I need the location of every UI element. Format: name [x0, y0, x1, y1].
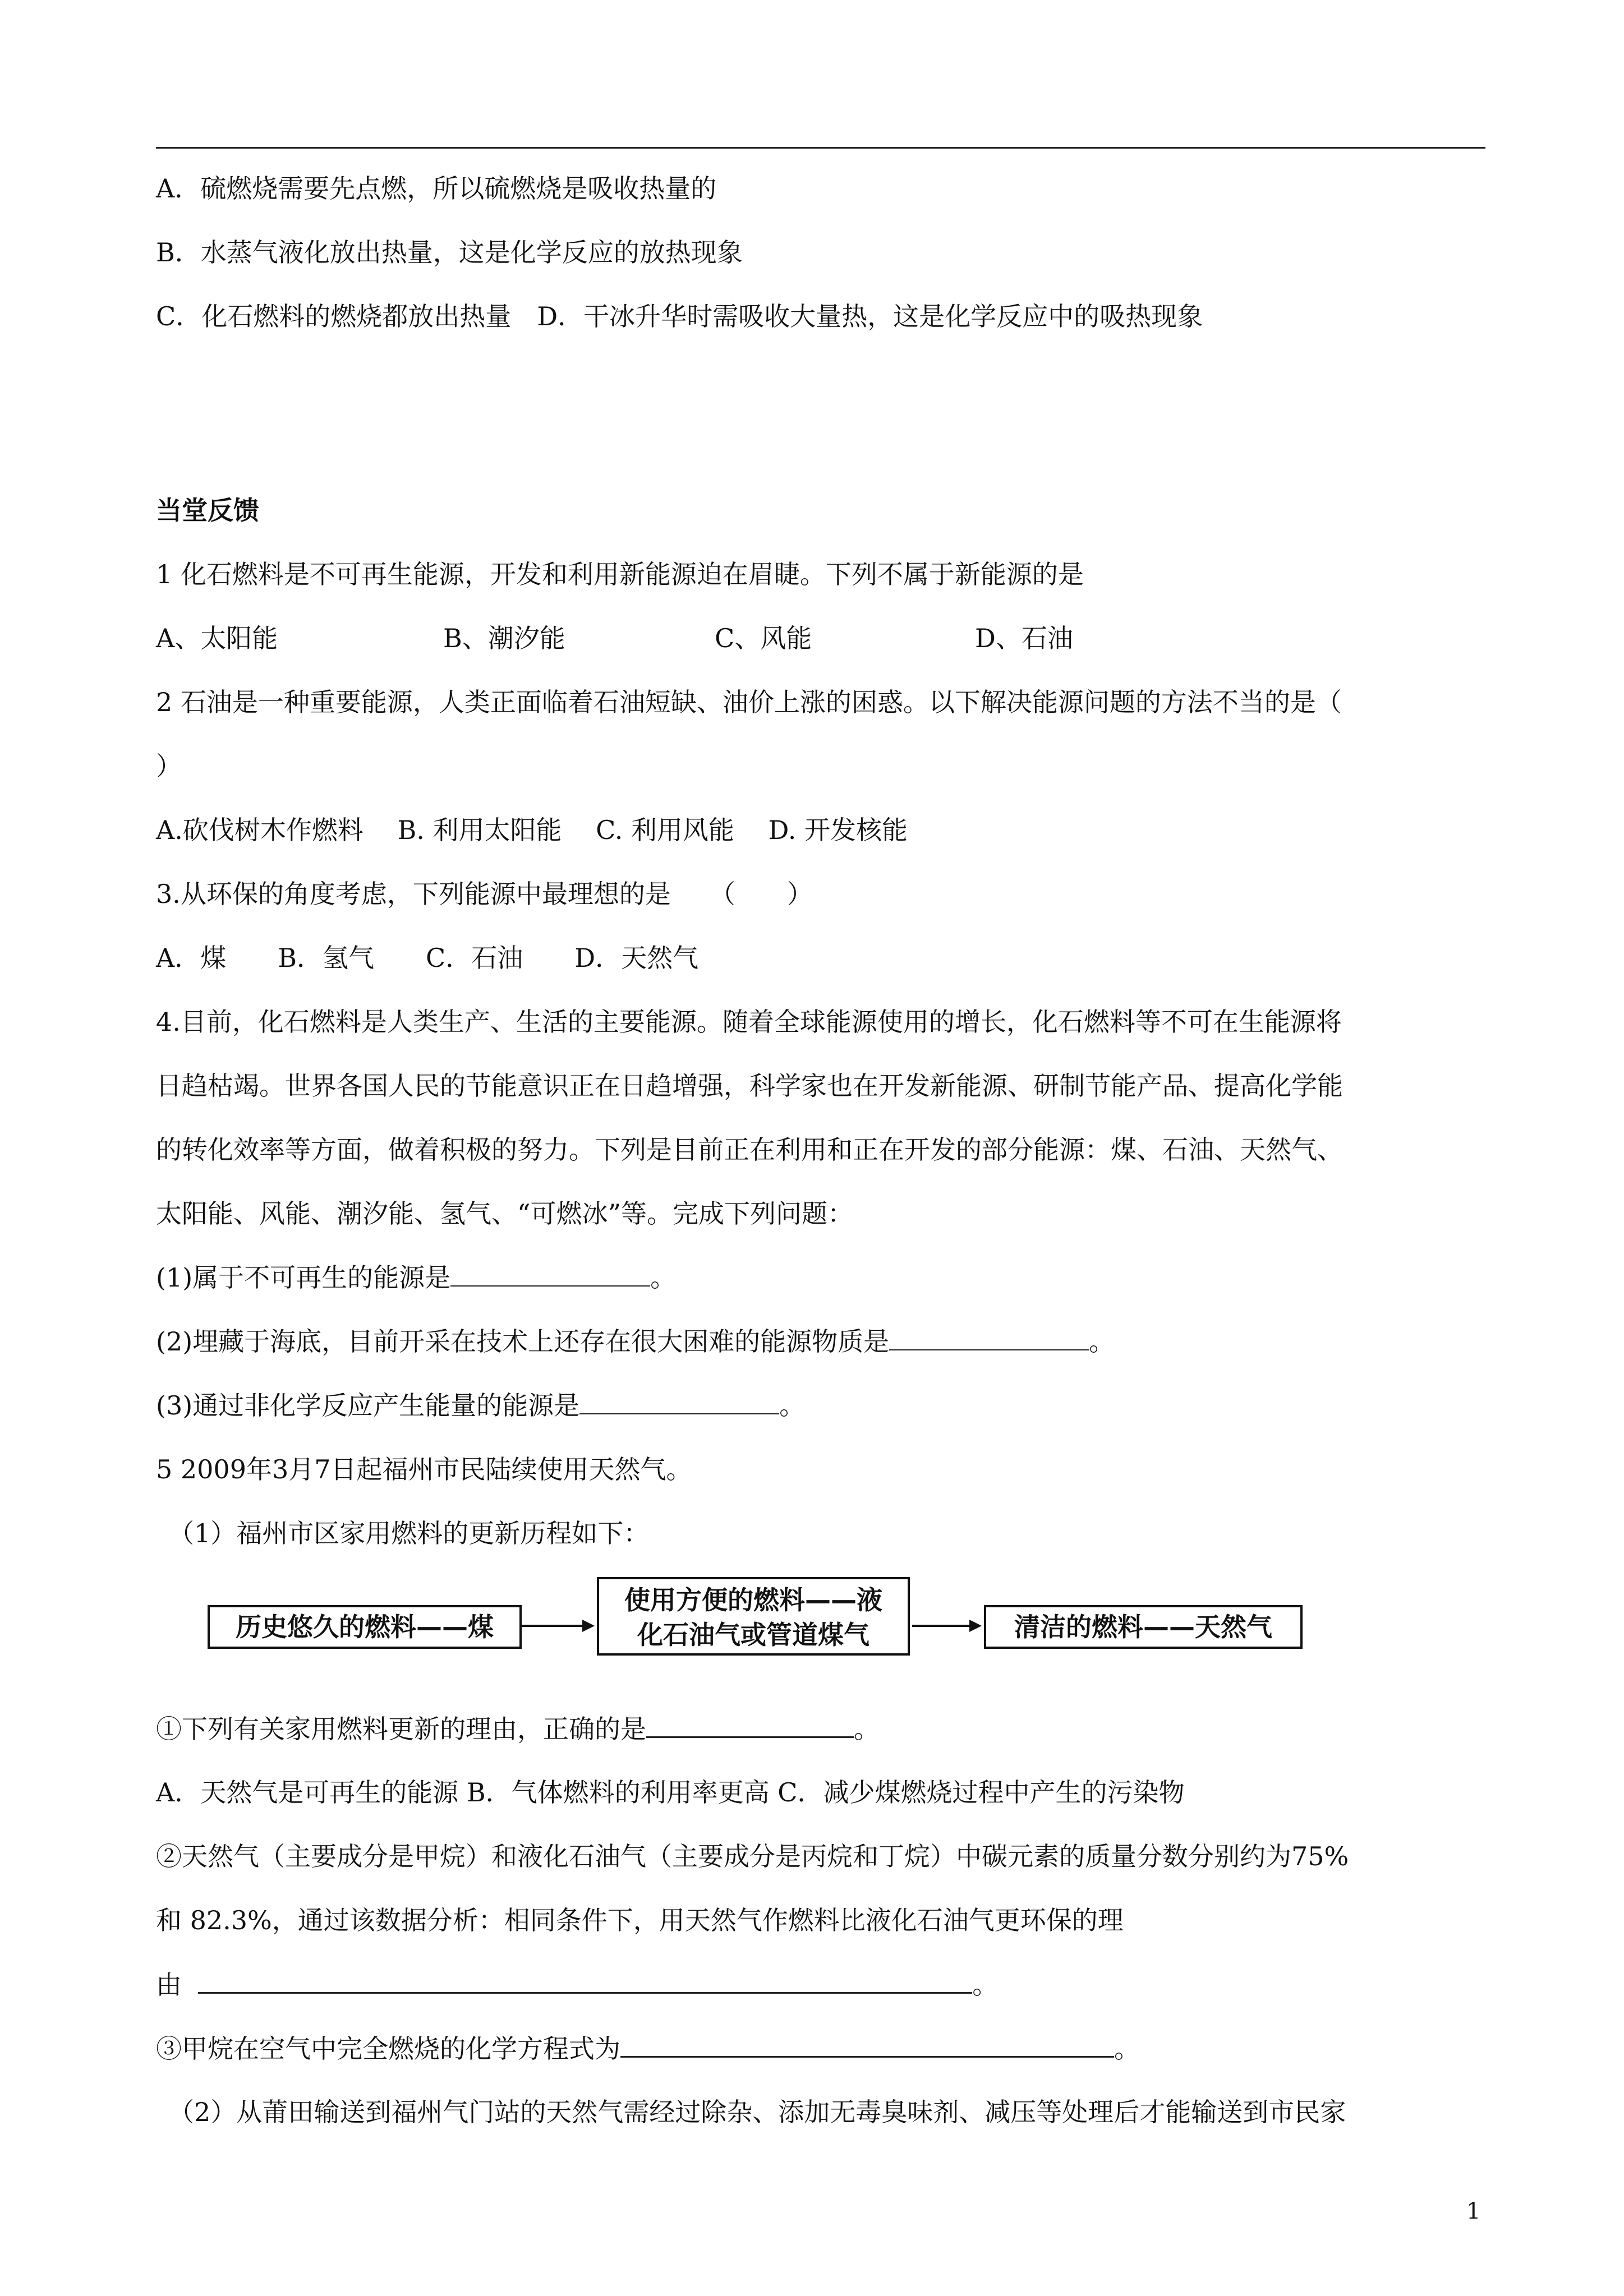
- q4-line-2: 日趋枯竭。世界各国人民的节能意识正在日趋增强，科学家也在开发新能源、研制节能产品、提高化学能: [156, 1071, 1343, 1101]
- q4-line-3: 的转化效率等方面，做着积极的努力。下列是目前正在利用和正在开发的部分能源：煤、石油、天然气、: [156, 1135, 1343, 1165]
- q5-sub-c-blank[interactable]: [620, 2031, 1114, 2058]
- q5-sub-b-line-3: [156, 1967, 998, 2002]
- q4-sub-1: [156, 1261, 676, 1294]
- flow-box-lpg-line-1: 使用方便的燃料——液: [624, 1585, 882, 1615]
- flow-box-lpg: [597, 1577, 910, 1656]
- page-number: 1: [1466, 2198, 1481, 2224]
- q4-sub-1-text: (1)属于不可再生的能源是: [156, 1262, 451, 1293]
- flow-box-lpg-line-2: 化石油气或管道煤气: [637, 1620, 869, 1650]
- q4-sub-2-period: 。: [1089, 1326, 1115, 1357]
- q4-sub-3-period: 。: [779, 1390, 806, 1421]
- flow-arrow-2: [912, 1625, 979, 1627]
- q5-sub-c-period: 。: [1114, 2034, 1140, 2064]
- q1-stem: 1 化石燃料是不可再生能源，开发和利用新能源迫在眉睫。下列不属于新能源的是: [156, 559, 1084, 589]
- q3-options: A．煤 B．氢气 C．石油 D．天然气: [156, 943, 699, 973]
- q4-sub-3-blank[interactable]: [579, 1389, 779, 1414]
- q4-sub-2-text: (2)埋藏于海底，目前开采在技术上还存在很大困难的能源物质是: [156, 1326, 890, 1357]
- q4-sub-3-text: (3)通过非化学反应产生能量的能源是: [156, 1390, 580, 1421]
- prev-option-c-d: C．化石燃料的燃烧都放出热量 D．干冰升华时需吸收大量热，这是化学反应中的吸热现象: [156, 301, 1203, 331]
- flow-arrow-1: [519, 1625, 592, 1627]
- q4-sub-2-blank[interactable]: [889, 1325, 1089, 1350]
- q5-part-2: （2）从莆田输送到福州气门站的天然气需经过除杂、添加无毒臭味剂、减压等处理后才能输送到市民家: [168, 2097, 1346, 2127]
- q5-sub-a-options: A．天然气是可再生的能源 B．气体燃料的利用率更高 C．减少煤燃烧过程中产生的污染物: [156, 1777, 1185, 1808]
- q1-option-a: A、太阳能: [156, 623, 278, 653]
- q5-sub-a-blank[interactable]: [646, 1712, 854, 1738]
- q5-sub-b-line-2: 和 82.3%，通过该数据分析：相同条件下，用天然气作燃料比液化石油气更环保的理: [156, 1905, 1124, 1935]
- flow-box-natural-gas: 清洁的燃料——天然气: [984, 1605, 1303, 1649]
- q1-option-b: B、潮汐能: [443, 623, 565, 653]
- prev-option-a: A．硫燃烧需要先点燃，所以硫燃烧是吸收热量的: [156, 173, 717, 204]
- q4-sub-2: [156, 1325, 1115, 1358]
- q5-stem: 5 2009年3月7日起福州市民陆续使用天然气。: [156, 1454, 692, 1484]
- q1-option-d: D、石油: [975, 623, 1073, 653]
- header-rule: [156, 147, 1485, 149]
- q5-sub-c-text: ③甲烷在空气中完全燃烧的化学方程式为: [156, 2034, 620, 2064]
- q4-sub-1-period: 。: [650, 1262, 677, 1293]
- q5-sub-b-blank[interactable]: [198, 1967, 972, 1994]
- q5-sub-c: [156, 2031, 1140, 2066]
- q5-sub-b-line-3-text: 由: [156, 1970, 182, 2000]
- q2-stem-end: ）: [156, 751, 182, 781]
- q4-line-4: 太阳能、风能、潮汐能、氢气、“可燃冰”等。完成下列问题：: [156, 1198, 854, 1229]
- q5-part-1: （1）福州市区家用燃料的更新历程如下：: [168, 1518, 650, 1548]
- q5-sub-a-text: ①下列有关家用燃料更新的理由，正确的是: [156, 1714, 646, 1744]
- flow-box-coal: 历史悠久的燃料——煤: [208, 1605, 522, 1649]
- q2-options: A.砍伐树木作燃料 B. 利用太阳能 C. 利用风能 D. 开发核能: [156, 815, 908, 845]
- q4-line-1: 4.目前，化石燃料是人类生产、生活的主要能源。随着全球能源使用的增长，化石燃料等不可在生能源将: [156, 1007, 1342, 1037]
- q5-sub-b-period: 。: [972, 1970, 999, 2000]
- q2-stem: 2 石油是一种重要能源，人类正面临着石油短缺、油价上涨的困惑。以下解决能源问题的方法不当的是（: [156, 687, 1342, 717]
- q5-sub-a-period: 。: [854, 1714, 880, 1744]
- q4-sub-1-blank[interactable]: [450, 1261, 650, 1287]
- section-title: 当堂反馈: [156, 495, 259, 525]
- q5-sub-b-line-1: ②天然气（主要成分是甲烷）和液化石油气（主要成分是丙烷和丁烷）中碳元素的质量分数分别约为75%: [156, 1841, 1349, 1871]
- q1-option-c: C、风能: [715, 623, 812, 653]
- q3-stem: 3.从环保的角度考虑，下列能源中最理想的是 （ ）: [156, 879, 813, 909]
- prev-option-b: B．水蒸气液化放出热量，这是化学反应的放热现象: [156, 237, 743, 268]
- q4-sub-3: [156, 1389, 805, 1422]
- q5-sub-a: [156, 1712, 880, 1746]
